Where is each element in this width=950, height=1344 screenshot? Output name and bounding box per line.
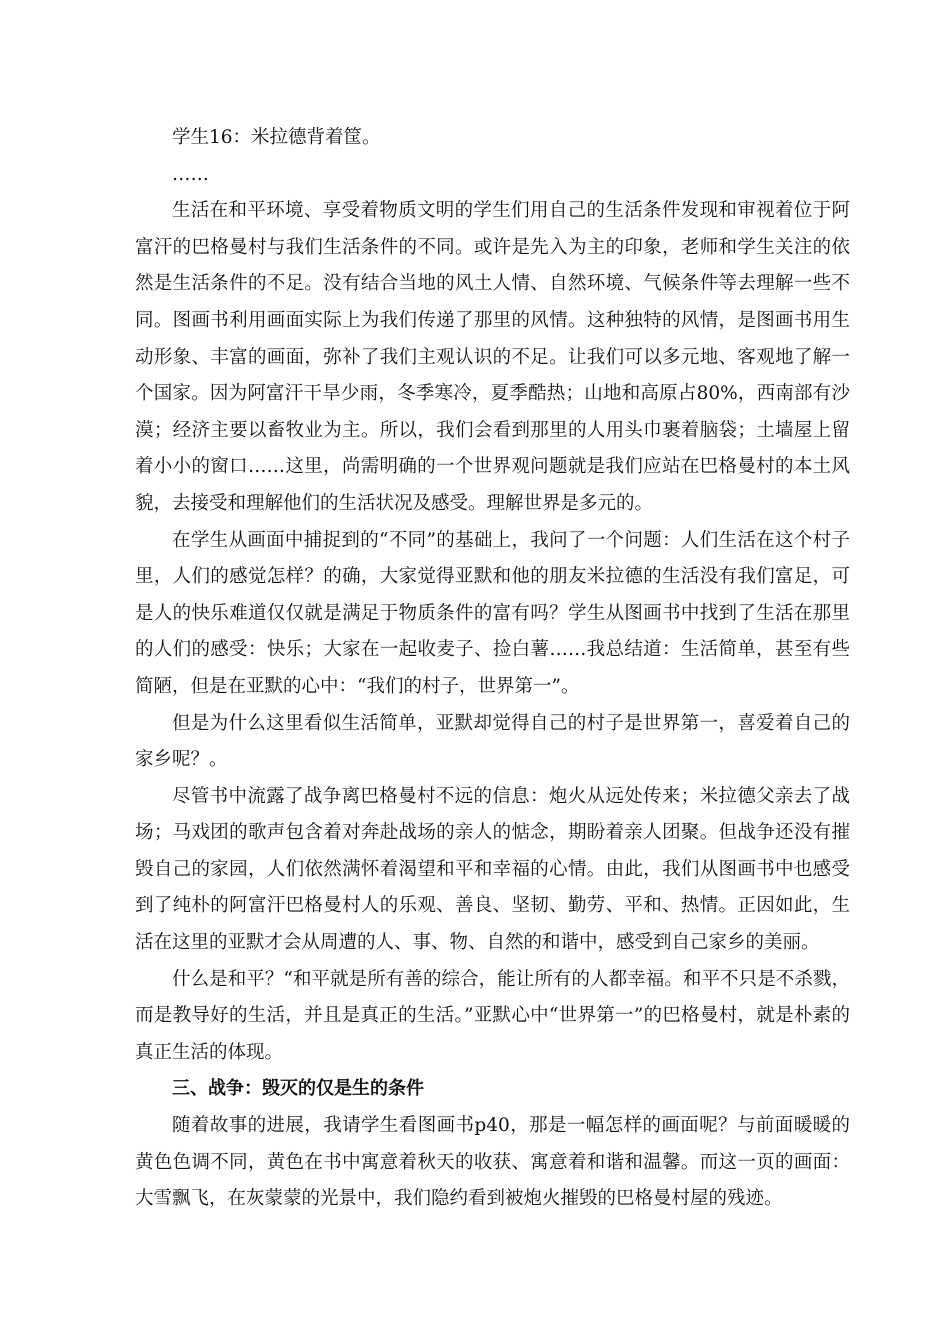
- section-heading: 三、战争：毁灭的仅是生的条件: [172, 1078, 424, 1100]
- student-line: 学生16：米拉德背着筐。: [172, 127, 381, 148]
- paragraph-5: 什么是和平？“和平就是所有善的综合，能让所有的人都幸福。和平不只是不杀戮，而是教导好的生活，并且是真正的生活。”亚默心中“世界第一”的巴格曼村，就是朴素的真正生活的体现。: [135, 968, 850, 1063]
- paragraph-3: 但是为什么这里看似生活简单，亚默却觉得自己的村子是世界第一，喜爱着自己的家乡呢？。: [135, 712, 850, 771]
- paragraph-6: 随着故事的进展，我请学生看图画书p40，那是一幅怎样的画面呢？与前面暖暖的黄色色调不同，黄色在书中寓意着秋天的收获、寓意着和谐和温馨。而这一页的画面：大雪飘飞，在灰蒙蒙的光景中，我们隐约看到被炮火摧毁的巴格曼村屋的残迹。: [135, 1115, 850, 1210]
- paragraph-4: 尽管书中流露了战争离巴格曼村不远的信息：炮火从远处传来；米拉德父亲去了战场；马戏团的歌声包含着对奔赴战场的亲人的惦念，期盼着亲人团聚。但战争还没有摧毁自己的家园，人们依然满怀着渴望和平和幸福的心情。由此，我们从图画书中也感受到了纯朴的阿富汗巴格曼村人的乐观、善良、坚韧、勤劳、平和、热情。正因如此，生活在这里的亚默才会从周遭的人、事、物、自然的和谐中，感受到自己家乡的美丽。: [135, 785, 850, 954]
- ellipsis-line: ……: [172, 163, 209, 185]
- paragraph-1: 生活在和平环境、享受着物质文明的学生们用自己的生活条件发现和审视着位于阿富汗的巴格曼村与我们生活条件的不同。或许是先入为主的印象，老师和学生关注的依然是生活条件的不足。没有结合当地的风土人情、自然环境、气候条件等去理解一些不同。图画书利用画面实际上为我们传递了那里的风情。这种独特的风情，是图画书用生动形象、丰富的画面，弥补了我们主观认识的不足。让我们可以多元地、客观地了解一个国家。因为阿富汗干旱少雨，冬季寒冷，夏季酷热；山地和高原占80%，西南部有沙漠；经济主要以畜牧业为主。所以，我们会看到那里的人用头巾裹着脑袋；土墙屋上留着小小的窗口……这里，尚需明确的一个世界观问题就是我们应站在巴格曼村的本土风貌，去接受和理解他们的生活状况及感受。理解世界是多元的。: [135, 200, 850, 514]
- paragraph-2: 在学生从画面中捕捉到的“不同”的基础上，我问了一个问题：人们生活在这个村子里，人们的感觉怎样？的确，大家觉得亚默和他的朋友米拉德的生活没有我们富足，可是人的快乐难道仅仅就是满足于物质条件的富有吗？学生从图画书中找到了生活在那里的人们的感受：快乐；大家在一起收麦子、捡白薯……我总结道：生活简单，甚至有些简陋，但是在亚默的心中：“我们的村子，世界第一”。: [135, 529, 850, 697]
- document-body: [135, 120, 850, 1218]
